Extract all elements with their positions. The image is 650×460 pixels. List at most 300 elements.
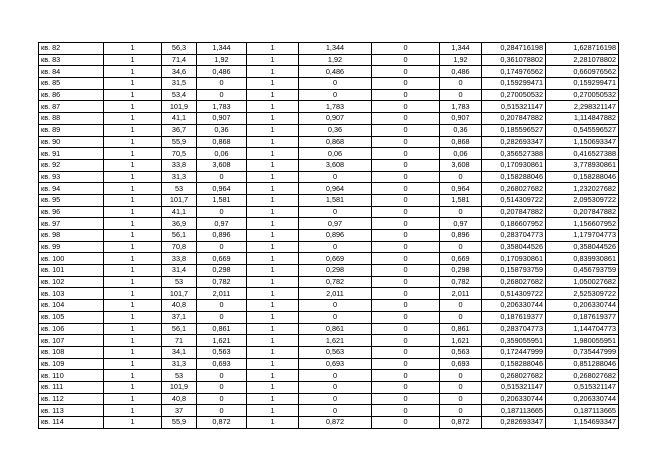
area-cell: 33,8 bbox=[162, 253, 197, 265]
coefficient-cell: 1 bbox=[247, 393, 299, 405]
coefficient-cell: 1 bbox=[247, 276, 299, 288]
apartment-cell: кв. 107 bbox=[39, 335, 104, 347]
total-cell: 0 bbox=[440, 370, 482, 382]
zero-cell: 0 bbox=[372, 241, 440, 253]
amount-cell: 0,861 bbox=[299, 323, 372, 335]
table-body bbox=[39, 43, 619, 429]
share-cell: 0,515321147 bbox=[482, 381, 546, 393]
table-row bbox=[39, 253, 619, 265]
coefficient-cell: 1 bbox=[247, 183, 299, 195]
table-row bbox=[39, 276, 619, 288]
total-cell: 0,964 bbox=[440, 183, 482, 195]
value-cell: 0,06 bbox=[197, 148, 247, 160]
total-cell: 0 bbox=[440, 78, 482, 90]
total-cell: 1,581 bbox=[440, 194, 482, 206]
value-cell: 1,344 bbox=[197, 43, 247, 55]
share-cell: 0,270050532 bbox=[482, 89, 546, 101]
zero-cell: 0 bbox=[372, 265, 440, 277]
value-cell: 0,693 bbox=[197, 358, 247, 370]
apartment-cell: кв. 97 bbox=[39, 218, 104, 230]
count-cell: 1 bbox=[104, 288, 162, 300]
share-cell: 0,158793759 bbox=[482, 265, 546, 277]
area-cell: 37,1 bbox=[162, 311, 197, 323]
area-cell: 56,1 bbox=[162, 230, 197, 242]
count-cell: 1 bbox=[104, 66, 162, 78]
table-row bbox=[39, 136, 619, 148]
zero-cell: 0 bbox=[372, 276, 440, 288]
zero-cell: 0 bbox=[372, 148, 440, 160]
coefficient-cell: 1 bbox=[247, 171, 299, 183]
share-cell: 0,358044526 bbox=[482, 241, 546, 253]
value-cell: 0 bbox=[197, 78, 247, 90]
apartment-cell: кв. 102 bbox=[39, 276, 104, 288]
amount-cell: 3,608 bbox=[299, 159, 372, 171]
apartment-cell: кв. 106 bbox=[39, 323, 104, 335]
value-cell: 0,907 bbox=[197, 113, 247, 125]
sum-cell: 1,232027682 bbox=[546, 183, 619, 195]
count-cell: 1 bbox=[104, 393, 162, 405]
sum-cell: 0,268027682 bbox=[546, 370, 619, 382]
zero-cell: 0 bbox=[372, 101, 440, 113]
sum-cell: 0,515321147 bbox=[546, 381, 619, 393]
value-cell: 0 bbox=[197, 370, 247, 382]
amount-cell: 0 bbox=[299, 89, 372, 101]
coefficient-cell: 1 bbox=[247, 124, 299, 136]
sum-cell: 1,154693347 bbox=[546, 417, 619, 429]
table-row bbox=[39, 218, 619, 230]
coefficient-cell: 1 bbox=[247, 417, 299, 429]
sum-cell: 0,456793759 bbox=[546, 265, 619, 277]
amount-cell: 0,486 bbox=[299, 66, 372, 78]
apartment-cell: кв. 87 bbox=[39, 101, 104, 113]
count-cell: 1 bbox=[104, 43, 162, 55]
area-cell: 56,3 bbox=[162, 43, 197, 55]
coefficient-cell: 1 bbox=[247, 66, 299, 78]
coefficient-cell: 1 bbox=[247, 253, 299, 265]
value-cell: 0,298 bbox=[197, 265, 247, 277]
total-cell: 0 bbox=[440, 241, 482, 253]
value-cell: 0 bbox=[197, 405, 247, 417]
amount-cell: 0 bbox=[299, 393, 372, 405]
apartment-cell: кв. 82 bbox=[39, 43, 104, 55]
share-cell: 0,514309722 bbox=[482, 194, 546, 206]
table-row bbox=[39, 241, 619, 253]
table-row bbox=[39, 346, 619, 358]
zero-cell: 0 bbox=[372, 405, 440, 417]
count-cell: 1 bbox=[104, 101, 162, 113]
table-row bbox=[39, 78, 619, 90]
value-cell: 0 bbox=[197, 171, 247, 183]
coefficient-cell: 1 bbox=[247, 206, 299, 218]
zero-cell: 0 bbox=[372, 253, 440, 265]
coefficient-cell: 1 bbox=[247, 370, 299, 382]
area-cell: 40,8 bbox=[162, 393, 197, 405]
share-cell: 0,282693347 bbox=[482, 417, 546, 429]
value-cell: 2,011 bbox=[197, 288, 247, 300]
area-cell: 40,8 bbox=[162, 300, 197, 312]
area-cell: 31,3 bbox=[162, 358, 197, 370]
sum-cell: 0,270050532 bbox=[546, 89, 619, 101]
sum-cell: 2,281078802 bbox=[546, 54, 619, 66]
table-row bbox=[39, 323, 619, 335]
share-cell: 0,187113665 bbox=[482, 405, 546, 417]
total-cell: 0,669 bbox=[440, 253, 482, 265]
table-row bbox=[39, 159, 619, 171]
area-cell: 33,8 bbox=[162, 159, 197, 171]
sum-cell: 0,206330744 bbox=[546, 300, 619, 312]
apartment-cell: кв. 88 bbox=[39, 113, 104, 125]
table-row bbox=[39, 358, 619, 370]
apartment-cell: кв. 90 bbox=[39, 136, 104, 148]
share-cell: 0,206330744 bbox=[482, 300, 546, 312]
value-cell: 0,563 bbox=[197, 346, 247, 358]
sum-cell: 1,980055951 bbox=[546, 335, 619, 347]
zero-cell: 0 bbox=[372, 136, 440, 148]
table-row bbox=[39, 66, 619, 78]
total-cell: 1,621 bbox=[440, 335, 482, 347]
amount-cell: 0,896 bbox=[299, 230, 372, 242]
zero-cell: 0 bbox=[372, 417, 440, 429]
total-cell: 1,783 bbox=[440, 101, 482, 113]
amount-cell: 0 bbox=[299, 381, 372, 393]
table-row bbox=[39, 89, 619, 101]
apartment-cell: кв. 100 bbox=[39, 253, 104, 265]
coefficient-cell: 1 bbox=[247, 405, 299, 417]
total-cell: 0,868 bbox=[440, 136, 482, 148]
table-row bbox=[39, 101, 619, 113]
coefficient-cell: 1 bbox=[247, 136, 299, 148]
sum-cell: 2,298321147 bbox=[546, 101, 619, 113]
sum-cell: 1,156607952 bbox=[546, 218, 619, 230]
area-cell: 53 bbox=[162, 370, 197, 382]
zero-cell: 0 bbox=[372, 78, 440, 90]
area-cell: 36,9 bbox=[162, 218, 197, 230]
value-cell: 0,486 bbox=[197, 66, 247, 78]
apartment-cell: кв. 83 bbox=[39, 54, 104, 66]
area-cell: 31,4 bbox=[162, 265, 197, 277]
total-cell: 0,563 bbox=[440, 346, 482, 358]
zero-cell: 0 bbox=[372, 43, 440, 55]
area-cell: 34,1 bbox=[162, 346, 197, 358]
table-row bbox=[39, 300, 619, 312]
value-cell: 0,861 bbox=[197, 323, 247, 335]
coefficient-cell: 1 bbox=[247, 335, 299, 347]
zero-cell: 0 bbox=[372, 183, 440, 195]
amount-cell: 0,782 bbox=[299, 276, 372, 288]
count-cell: 1 bbox=[104, 358, 162, 370]
value-cell: 0 bbox=[197, 393, 247, 405]
zero-cell: 0 bbox=[372, 393, 440, 405]
share-cell: 0,207847882 bbox=[482, 206, 546, 218]
coefficient-cell: 1 bbox=[247, 381, 299, 393]
share-cell: 0,282693347 bbox=[482, 136, 546, 148]
table-row bbox=[39, 335, 619, 347]
table-row bbox=[39, 124, 619, 136]
apartment-cell: кв. 96 bbox=[39, 206, 104, 218]
apartment-cell: кв. 98 bbox=[39, 230, 104, 242]
count-cell: 1 bbox=[104, 136, 162, 148]
share-cell: 0,187619377 bbox=[482, 311, 546, 323]
amount-cell: 0 bbox=[299, 405, 372, 417]
total-cell: 0,693 bbox=[440, 358, 482, 370]
share-cell: 0,359055951 bbox=[482, 335, 546, 347]
value-cell: 0 bbox=[197, 381, 247, 393]
coefficient-cell: 1 bbox=[247, 89, 299, 101]
apartment-cell: кв. 91 bbox=[39, 148, 104, 160]
apartment-cell: кв. 99 bbox=[39, 241, 104, 253]
area-cell: 31,3 bbox=[162, 171, 197, 183]
area-cell: 53 bbox=[162, 183, 197, 195]
share-cell: 0,514309722 bbox=[482, 288, 546, 300]
share-cell: 0,515321147 bbox=[482, 101, 546, 113]
coefficient-cell: 1 bbox=[247, 148, 299, 160]
zero-cell: 0 bbox=[372, 300, 440, 312]
zero-cell: 0 bbox=[372, 335, 440, 347]
area-cell: 101,9 bbox=[162, 381, 197, 393]
area-cell: 31,5 bbox=[162, 78, 197, 90]
coefficient-cell: 1 bbox=[247, 218, 299, 230]
amount-cell: 0,868 bbox=[299, 136, 372, 148]
coefficient-cell: 1 bbox=[247, 323, 299, 335]
count-cell: 1 bbox=[104, 370, 162, 382]
share-cell: 0,159299471 bbox=[482, 78, 546, 90]
table-row bbox=[39, 288, 619, 300]
area-cell: 101,7 bbox=[162, 288, 197, 300]
sum-cell: 1,144704773 bbox=[546, 323, 619, 335]
share-cell: 0,172447999 bbox=[482, 346, 546, 358]
value-cell: 0,97 bbox=[197, 218, 247, 230]
area-cell: 41,1 bbox=[162, 113, 197, 125]
sum-cell: 1,114847882 bbox=[546, 113, 619, 125]
apartment-cell: кв. 101 bbox=[39, 265, 104, 277]
sum-cell: 0,851288046 bbox=[546, 358, 619, 370]
apartment-cell: кв. 92 bbox=[39, 159, 104, 171]
amount-cell: 0,872 bbox=[299, 417, 372, 429]
amount-cell: 2,011 bbox=[299, 288, 372, 300]
count-cell: 1 bbox=[104, 346, 162, 358]
share-cell: 0,158288046 bbox=[482, 358, 546, 370]
zero-cell: 0 bbox=[372, 113, 440, 125]
amount-cell: 0,97 bbox=[299, 218, 372, 230]
count-cell: 1 bbox=[104, 124, 162, 136]
table-row bbox=[39, 148, 619, 160]
count-cell: 1 bbox=[104, 194, 162, 206]
zero-cell: 0 bbox=[372, 346, 440, 358]
area-cell: 37 bbox=[162, 405, 197, 417]
zero-cell: 0 bbox=[372, 230, 440, 242]
apartment-cell: кв. 105 bbox=[39, 311, 104, 323]
share-cell: 0,284716198 bbox=[482, 43, 546, 55]
sum-cell: 0,159299471 bbox=[546, 78, 619, 90]
share-cell: 0,283704773 bbox=[482, 230, 546, 242]
value-cell: 0 bbox=[197, 206, 247, 218]
coefficient-cell: 1 bbox=[247, 78, 299, 90]
value-cell: 0 bbox=[197, 241, 247, 253]
zero-cell: 0 bbox=[372, 124, 440, 136]
apartment-cell: кв. 111 bbox=[39, 381, 104, 393]
total-cell: 0,782 bbox=[440, 276, 482, 288]
share-cell: 0,158288046 bbox=[482, 171, 546, 183]
share-cell: 0,207847882 bbox=[482, 113, 546, 125]
count-cell: 1 bbox=[104, 253, 162, 265]
total-cell: 0,97 bbox=[440, 218, 482, 230]
amount-cell: 0,36 bbox=[299, 124, 372, 136]
coefficient-cell: 1 bbox=[247, 241, 299, 253]
amount-cell: 0 bbox=[299, 311, 372, 323]
area-cell: 34,6 bbox=[162, 66, 197, 78]
sum-cell: 0,545596527 bbox=[546, 124, 619, 136]
count-cell: 1 bbox=[104, 405, 162, 417]
total-cell: 1,92 bbox=[440, 54, 482, 66]
share-cell: 0,186607952 bbox=[482, 218, 546, 230]
zero-cell: 0 bbox=[372, 54, 440, 66]
table-row bbox=[39, 171, 619, 183]
sum-cell: 0,358044526 bbox=[546, 241, 619, 253]
area-cell: 70,8 bbox=[162, 241, 197, 253]
count-cell: 1 bbox=[104, 218, 162, 230]
value-cell: 0,669 bbox=[197, 253, 247, 265]
value-cell: 0 bbox=[197, 311, 247, 323]
sum-cell: 0,735447999 bbox=[546, 346, 619, 358]
total-cell: 0,872 bbox=[440, 417, 482, 429]
apartment-cell: кв. 112 bbox=[39, 393, 104, 405]
zero-cell: 0 bbox=[372, 206, 440, 218]
amount-cell: 0,06 bbox=[299, 148, 372, 160]
zero-cell: 0 bbox=[372, 370, 440, 382]
zero-cell: 0 bbox=[372, 323, 440, 335]
amount-cell: 0 bbox=[299, 171, 372, 183]
sum-cell: 0,206330744 bbox=[546, 393, 619, 405]
count-cell: 1 bbox=[104, 171, 162, 183]
apartment-cell: кв. 109 bbox=[39, 358, 104, 370]
sum-cell: 0,187113665 bbox=[546, 405, 619, 417]
apartment-cell: кв. 89 bbox=[39, 124, 104, 136]
zero-cell: 0 bbox=[372, 159, 440, 171]
total-cell: 0,907 bbox=[440, 113, 482, 125]
apartment-cell: кв. 86 bbox=[39, 89, 104, 101]
area-cell: 55,9 bbox=[162, 136, 197, 148]
amount-cell: 0,563 bbox=[299, 346, 372, 358]
zero-cell: 0 bbox=[372, 66, 440, 78]
table-row bbox=[39, 230, 619, 242]
amount-cell: 1,621 bbox=[299, 335, 372, 347]
total-cell: 0,298 bbox=[440, 265, 482, 277]
total-cell: 0 bbox=[440, 89, 482, 101]
amount-cell: 0 bbox=[299, 370, 372, 382]
area-cell: 70,5 bbox=[162, 148, 197, 160]
value-cell: 1,621 bbox=[197, 335, 247, 347]
sum-cell: 0,187619377 bbox=[546, 311, 619, 323]
apartment-cell: кв. 104 bbox=[39, 300, 104, 312]
zero-cell: 0 bbox=[372, 381, 440, 393]
count-cell: 1 bbox=[104, 311, 162, 323]
coefficient-cell: 1 bbox=[247, 101, 299, 113]
share-cell: 0,268027682 bbox=[482, 183, 546, 195]
sum-cell: 2,095309722 bbox=[546, 194, 619, 206]
value-cell: 0 bbox=[197, 89, 247, 101]
apartment-cell: кв. 84 bbox=[39, 66, 104, 78]
count-cell: 1 bbox=[104, 300, 162, 312]
count-cell: 1 bbox=[104, 113, 162, 125]
amount-cell: 1,581 bbox=[299, 194, 372, 206]
zero-cell: 0 bbox=[372, 288, 440, 300]
total-cell: 0 bbox=[440, 405, 482, 417]
count-cell: 1 bbox=[104, 276, 162, 288]
total-cell: 0,06 bbox=[440, 148, 482, 160]
coefficient-cell: 1 bbox=[247, 311, 299, 323]
total-cell: 0 bbox=[440, 300, 482, 312]
value-cell: 3,608 bbox=[197, 159, 247, 171]
coefficient-cell: 1 bbox=[247, 43, 299, 55]
value-cell: 0,872 bbox=[197, 417, 247, 429]
count-cell: 1 bbox=[104, 417, 162, 429]
table-row bbox=[39, 265, 619, 277]
value-cell: 0,868 bbox=[197, 136, 247, 148]
table-row bbox=[39, 113, 619, 125]
total-cell: 3,608 bbox=[440, 159, 482, 171]
sum-cell: 1,150693347 bbox=[546, 136, 619, 148]
apartment-cell: кв. 110 bbox=[39, 370, 104, 382]
count-cell: 1 bbox=[104, 89, 162, 101]
coefficient-cell: 1 bbox=[247, 113, 299, 125]
coefficient-cell: 1 bbox=[247, 358, 299, 370]
zero-cell: 0 bbox=[372, 194, 440, 206]
value-cell: 0,782 bbox=[197, 276, 247, 288]
amount-cell: 0,907 bbox=[299, 113, 372, 125]
amount-cell: 0,298 bbox=[299, 265, 372, 277]
sum-cell: 1,179704773 bbox=[546, 230, 619, 242]
value-cell: 1,783 bbox=[197, 101, 247, 113]
share-cell: 0,283704773 bbox=[482, 323, 546, 335]
table-row bbox=[39, 405, 619, 417]
amount-cell: 0 bbox=[299, 206, 372, 218]
sum-cell: 3,778930861 bbox=[546, 159, 619, 171]
zero-cell: 0 bbox=[372, 218, 440, 230]
total-cell: 0,861 bbox=[440, 323, 482, 335]
area-cell: 53,4 bbox=[162, 89, 197, 101]
apartment-cell: кв. 114 bbox=[39, 417, 104, 429]
zero-cell: 0 bbox=[372, 358, 440, 370]
sum-cell: 0,839930861 bbox=[546, 253, 619, 265]
amount-cell: 0,693 bbox=[299, 358, 372, 370]
amount-cell: 1,783 bbox=[299, 101, 372, 113]
coefficient-cell: 1 bbox=[247, 265, 299, 277]
count-cell: 1 bbox=[104, 206, 162, 218]
amount-cell: 1,92 bbox=[299, 54, 372, 66]
amount-cell: 0,964 bbox=[299, 183, 372, 195]
zero-cell: 0 bbox=[372, 311, 440, 323]
total-cell: 0 bbox=[440, 311, 482, 323]
apartment-cell: кв. 103 bbox=[39, 288, 104, 300]
coefficient-cell: 1 bbox=[247, 300, 299, 312]
apartment-cell: кв. 93 bbox=[39, 171, 104, 183]
zero-cell: 0 bbox=[372, 171, 440, 183]
coefficient-cell: 1 bbox=[247, 288, 299, 300]
total-cell: 0,896 bbox=[440, 230, 482, 242]
area-cell: 53 bbox=[162, 276, 197, 288]
value-cell: 0,896 bbox=[197, 230, 247, 242]
share-cell: 0,174976562 bbox=[482, 66, 546, 78]
sum-cell: 1,628716198 bbox=[546, 43, 619, 55]
share-cell: 0,268027682 bbox=[482, 370, 546, 382]
coefficient-cell: 1 bbox=[247, 230, 299, 242]
area-cell: 56,1 bbox=[162, 323, 197, 335]
total-cell: 0 bbox=[440, 171, 482, 183]
total-cell: 0,486 bbox=[440, 66, 482, 78]
count-cell: 1 bbox=[104, 230, 162, 242]
table-row bbox=[39, 194, 619, 206]
share-cell: 0,361078802 bbox=[482, 54, 546, 66]
